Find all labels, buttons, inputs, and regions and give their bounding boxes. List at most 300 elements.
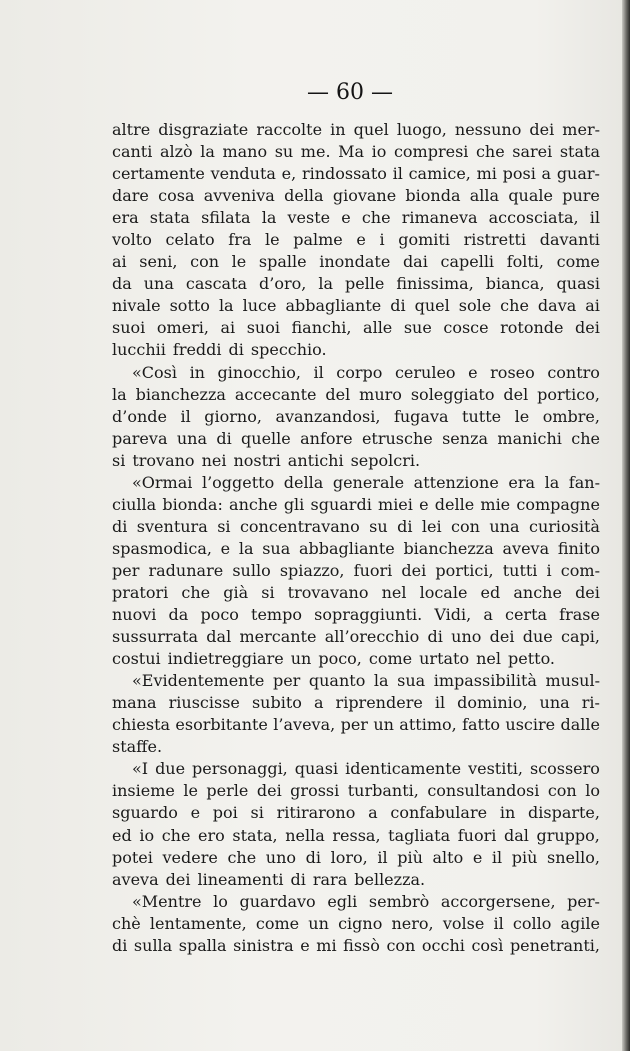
text-line — [112, 295, 600, 317]
word: il — [180, 406, 191, 426]
word: insieme — [112, 781, 175, 801]
word: dal — [503, 825, 529, 845]
text-line — [112, 560, 600, 582]
word: lei — [421, 516, 442, 536]
word: e — [190, 803, 201, 823]
text-line — [112, 339, 600, 361]
word: sua — [397, 671, 426, 691]
text-line — [112, 582, 600, 604]
word: io — [371, 142, 387, 162]
word: gli — [283, 494, 305, 514]
word: sguardi — [310, 494, 372, 514]
word: disparte, — [528, 803, 600, 823]
word: lentamente, — [149, 913, 247, 933]
word: compresi — [393, 142, 469, 162]
word: finito — [557, 538, 600, 558]
text-line — [112, 362, 600, 384]
word: scossero — [529, 759, 600, 779]
text-line — [112, 185, 600, 207]
word: e — [419, 494, 429, 514]
word: poi — [212, 803, 238, 823]
word: nel — [381, 582, 407, 602]
word: che — [161, 825, 191, 845]
word: dei — [256, 781, 282, 801]
word: mie — [480, 494, 511, 514]
word: volto — [112, 230, 152, 250]
word: chè — [112, 913, 141, 933]
word: due — [522, 627, 553, 647]
word: petto. — [508, 649, 556, 669]
word: ed — [112, 825, 132, 845]
word: come — [368, 649, 413, 669]
word: mana — [112, 693, 157, 713]
word: sue — [403, 318, 432, 338]
word: inondate — [319, 252, 391, 272]
word: mer- — [562, 120, 600, 139]
word: tutti — [502, 560, 538, 580]
word: dare — [112, 186, 149, 206]
word: l’oggetto — [201, 472, 275, 492]
word: curiosità — [528, 516, 600, 536]
word: anche — [229, 494, 278, 514]
word: rindossato — [301, 164, 387, 184]
text-line — [112, 428, 600, 450]
word: e — [300, 935, 310, 955]
text-line — [112, 670, 600, 692]
word: sembrò — [368, 891, 430, 911]
word: canti — [112, 142, 153, 162]
word: nessuno — [454, 120, 522, 139]
word: personaggi, — [192, 759, 288, 779]
word: anche — [513, 582, 562, 602]
word: a — [541, 164, 552, 184]
word: mano — [222, 142, 268, 162]
word: spiazzo, — [279, 560, 345, 580]
word: dei — [575, 582, 600, 602]
word: egli — [327, 891, 358, 911]
word: specchio. — [250, 340, 327, 360]
word: occhi — [421, 935, 465, 955]
text-line — [112, 163, 600, 185]
word: posi — [502, 164, 536, 184]
word: ero — [198, 825, 225, 845]
word: che — [181, 582, 211, 602]
word: esorbitante — [175, 715, 268, 735]
word: era — [508, 472, 536, 492]
word: del — [325, 384, 351, 404]
word: giorno, — [204, 406, 262, 426]
word: in — [499, 803, 516, 823]
word: generale — [332, 472, 405, 492]
word: avanzandosi, — [275, 406, 381, 426]
word: io — [139, 825, 155, 845]
word: dei — [529, 120, 555, 139]
word: le — [265, 230, 280, 250]
text-line — [112, 207, 600, 229]
word: a — [368, 803, 378, 823]
word: un — [373, 715, 394, 735]
word: ciulla — [112, 494, 157, 514]
word: di — [112, 516, 128, 536]
word: di — [427, 627, 443, 647]
word: ceruleo — [394, 362, 456, 382]
word: accecante — [234, 384, 317, 404]
word: impassibilità — [433, 671, 537, 691]
page-edge-shadow — [622, 0, 630, 1051]
word: bionda: — [162, 494, 223, 514]
word: una — [176, 428, 207, 448]
word: muro — [359, 384, 402, 404]
word: guar- — [556, 164, 600, 184]
text-line — [112, 935, 600, 957]
word: quel — [414, 296, 450, 316]
word: subito — [251, 693, 302, 713]
word: freddi — [172, 340, 222, 360]
word: dei — [489, 627, 515, 647]
word: il — [491, 847, 503, 867]
word: quel — [353, 120, 389, 139]
word: con — [451, 516, 480, 536]
word: quanto — [308, 671, 366, 691]
word: sepolcri. — [350, 450, 421, 470]
word: da — [168, 605, 189, 625]
word: ai — [220, 318, 236, 338]
word: più — [511, 847, 538, 867]
word: bianca, — [485, 274, 545, 294]
word: roseo — [490, 362, 535, 382]
word: a — [313, 693, 324, 713]
word: bellezza. — [354, 869, 426, 889]
word: volse — [442, 913, 485, 933]
word: per- — [567, 891, 600, 911]
word: ritirarono — [276, 803, 356, 823]
word: antichi — [287, 450, 344, 470]
word: i — [546, 560, 552, 580]
word: lo — [585, 781, 600, 801]
word: e — [472, 847, 483, 867]
word: «Così — [132, 362, 177, 382]
word: fuori — [353, 560, 393, 580]
word: sventura — [136, 516, 208, 536]
word: avveniva — [203, 186, 275, 206]
word: ristretti — [463, 230, 527, 250]
word: «I — [132, 759, 149, 779]
word: più — [397, 847, 423, 867]
text-line — [112, 891, 600, 913]
text-line — [112, 141, 600, 163]
word: la — [373, 671, 389, 691]
word: d’onde — [112, 406, 167, 426]
text-line — [112, 229, 600, 251]
word: celato — [165, 230, 215, 250]
word: giovane — [332, 186, 397, 206]
word: gomiti — [398, 230, 450, 250]
word: come — [556, 252, 600, 272]
word: di — [390, 296, 406, 316]
text-line — [112, 758, 600, 780]
word: di — [112, 935, 128, 955]
text-line — [112, 516, 600, 538]
word: cosce — [443, 318, 489, 338]
word: locale — [419, 582, 468, 602]
word: e — [356, 230, 366, 250]
word: grossi — [290, 781, 340, 801]
word: ombre, — [542, 406, 600, 426]
word: anfore — [300, 428, 353, 448]
word: poco, — [318, 649, 362, 669]
word: rimaneva — [401, 208, 478, 228]
word: alle — [363, 318, 393, 338]
word: due — [155, 759, 186, 779]
word: folti, — [506, 252, 544, 272]
word: mercante — [239, 627, 317, 647]
word: loro, — [330, 847, 368, 867]
word: rara — [312, 869, 348, 889]
word: portico, — [537, 384, 600, 404]
word: contro — [547, 362, 600, 382]
word: indietreggiare — [167, 649, 284, 669]
word: nella — [285, 825, 325, 845]
word: lineamenti — [197, 869, 284, 889]
text-line — [112, 317, 600, 339]
word: fissò — [343, 935, 380, 955]
word: uscire — [505, 715, 556, 735]
word: per — [112, 560, 140, 580]
word: la — [238, 538, 254, 558]
word: aveva — [112, 869, 159, 889]
word: che — [475, 142, 505, 162]
text-line — [112, 869, 600, 891]
word: nel — [476, 649, 501, 669]
word: penetranti, — [509, 935, 600, 955]
word: quasi — [294, 759, 339, 779]
word: della — [284, 186, 324, 206]
word: ed — [480, 582, 501, 602]
text-line — [112, 913, 600, 935]
word: bianchezza — [135, 384, 226, 404]
word: alto — [432, 847, 464, 867]
word: collo — [512, 913, 552, 933]
word: dal — [206, 627, 232, 647]
word: fatto — [462, 715, 501, 735]
word: uno — [451, 627, 482, 647]
word: da — [112, 274, 132, 294]
word: gruppo, — [536, 825, 600, 845]
text-line — [112, 384, 600, 406]
word: Ma — [338, 142, 365, 162]
word: confabulare — [390, 803, 488, 823]
word: all’orecchio — [324, 627, 420, 647]
word: stata — [559, 142, 600, 162]
word: sopraggiunti. — [314, 605, 423, 625]
word: alla — [469, 186, 500, 206]
word: sguardo — [112, 803, 178, 823]
word: luce — [242, 296, 277, 316]
word: suoi — [246, 318, 280, 338]
word: disgraziate — [158, 120, 249, 139]
word: sarei — [512, 142, 553, 162]
word: lo — [213, 891, 228, 911]
text-line — [112, 714, 600, 736]
word: di — [228, 340, 244, 360]
word: l’aveva, — [273, 715, 336, 735]
word: una — [539, 693, 570, 713]
word: davanti — [539, 230, 600, 250]
text-line — [112, 538, 600, 560]
word: si — [250, 803, 264, 823]
word: Vidi, — [434, 605, 472, 625]
word: di — [290, 869, 306, 889]
word: altre — [112, 120, 151, 139]
word: si — [261, 582, 275, 602]
text-line — [112, 626, 600, 648]
word: sinistra — [233, 935, 294, 955]
word: in — [189, 362, 205, 382]
word: vestiti, — [468, 759, 523, 779]
word: concentravano — [239, 516, 360, 536]
word: pelle — [344, 274, 385, 294]
word: quelle — [241, 428, 291, 448]
word: fianchi, — [291, 318, 352, 338]
word: sulla — [133, 935, 173, 955]
text-line — [112, 648, 600, 670]
word: le — [514, 406, 530, 426]
word: e — [341, 208, 351, 228]
word: dalle — [560, 715, 600, 735]
word: accorgersene, — [440, 891, 556, 911]
word: che — [361, 208, 391, 228]
word: le — [231, 252, 247, 272]
word: mi — [476, 164, 497, 184]
text-line — [112, 802, 600, 824]
word: agile — [560, 913, 600, 933]
word: capelli — [440, 252, 495, 272]
word: pure — [562, 186, 600, 206]
word: la — [544, 472, 560, 492]
word: nero, — [391, 913, 434, 933]
word: stata, — [232, 825, 278, 845]
word: sole — [458, 296, 492, 316]
word: del — [503, 384, 529, 404]
word: nivale — [112, 296, 161, 316]
word: un — [290, 649, 312, 669]
word: su — [369, 516, 388, 536]
word: di — [305, 847, 322, 867]
word: d’oro, — [259, 274, 307, 294]
word: compagne — [516, 494, 600, 514]
word: di — [216, 428, 232, 448]
word: turbanti, — [347, 781, 419, 801]
word: fugava — [393, 406, 449, 426]
word: nostri — [233, 450, 281, 470]
word: i — [379, 230, 385, 250]
word: tagliata — [388, 825, 451, 845]
word: ri- — [581, 693, 600, 713]
word: e — [220, 538, 231, 558]
word: ai — [112, 252, 127, 272]
word: attenzione — [413, 472, 499, 492]
word: tempo — [251, 605, 302, 625]
word: musul- — [545, 671, 600, 691]
word: pareva — [112, 428, 168, 448]
word: «Mentre — [132, 891, 202, 911]
word: staffe. — [112, 737, 163, 757]
word: delle — [434, 494, 475, 514]
text-line — [112, 273, 600, 295]
word: sfilata — [201, 208, 251, 228]
word: trovavano — [287, 582, 369, 602]
word: la — [200, 142, 215, 162]
word: urtato — [419, 649, 470, 669]
word: abbagliante — [285, 296, 382, 316]
text-line — [112, 847, 600, 869]
text-line — [112, 604, 600, 626]
word: che — [227, 847, 257, 867]
word: dei — [575, 318, 600, 338]
word: stata — [149, 208, 190, 228]
word: radunare — [148, 560, 224, 580]
text-line — [112, 119, 600, 141]
word: la — [318, 274, 333, 294]
word: raccolte — [256, 120, 323, 139]
word: camice, — [408, 164, 471, 184]
word: della — [283, 472, 324, 492]
word: quasi — [556, 274, 600, 294]
word: certamente — [112, 164, 205, 184]
word: e, — [281, 164, 297, 184]
word: capi, — [561, 627, 600, 647]
word: il — [313, 362, 324, 382]
word: si — [217, 516, 231, 536]
word: sullo — [232, 560, 271, 580]
word: era — [112, 208, 139, 228]
word: soleggiato — [410, 384, 495, 404]
word: etrusche — [361, 428, 433, 448]
word: sussurrata — [112, 627, 199, 647]
word: aveva — [502, 538, 550, 558]
word: tutte — [462, 406, 502, 426]
text-line — [112, 494, 600, 516]
word: nei — [201, 450, 227, 470]
word: bianchezza — [403, 538, 494, 558]
word: alzò — [159, 142, 193, 162]
word: «Evidentemente — [132, 671, 265, 691]
word: spalle — [258, 252, 307, 272]
word: pratori — [112, 582, 169, 602]
word: riprendere — [335, 693, 423, 713]
word: frase — [559, 605, 600, 625]
word: le — [183, 781, 198, 801]
word: il — [392, 164, 403, 184]
word: cascata — [185, 274, 248, 294]
word: me. — [300, 142, 331, 162]
word: con — [386, 935, 416, 955]
word: uno — [265, 847, 297, 867]
word: nuovi — [112, 605, 157, 625]
word: fan- — [568, 472, 600, 492]
word: mi — [316, 935, 337, 955]
word: fra — [228, 230, 252, 250]
word: la — [112, 384, 127, 404]
word: ai — [585, 296, 600, 316]
word: una — [143, 274, 174, 294]
word: e — [468, 362, 478, 382]
word: spasmodica, — [112, 538, 212, 558]
word: portici, — [435, 560, 494, 580]
word: snello, — [547, 847, 600, 867]
word: palme — [293, 230, 343, 250]
word: chiesta — [112, 715, 171, 735]
